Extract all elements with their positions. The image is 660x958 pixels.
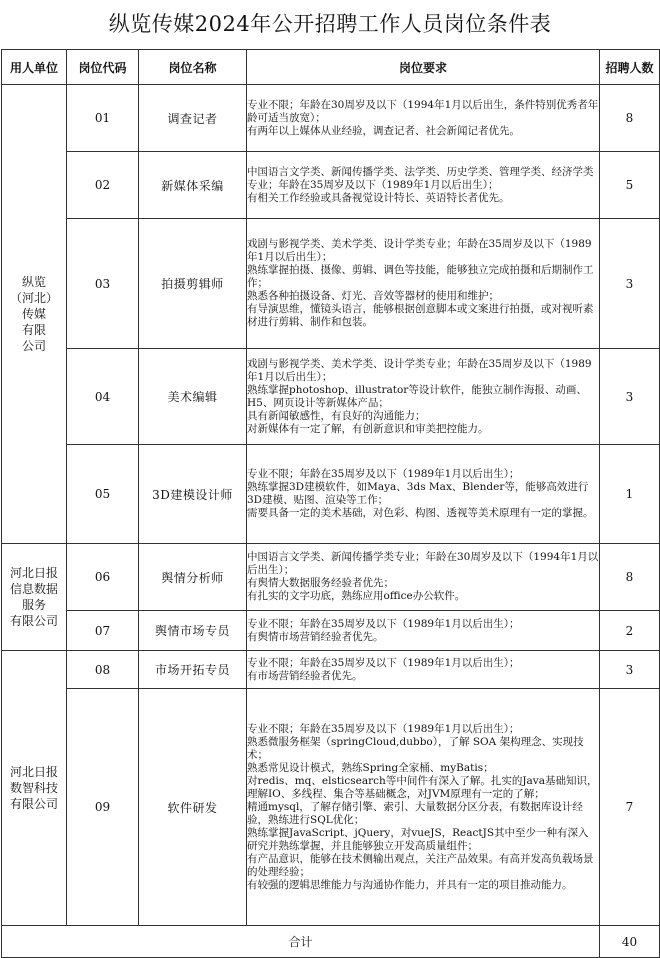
- name-cell: 舆情分析师: [139, 544, 247, 611]
- count-cell: 3: [600, 651, 660, 689]
- name-cell: 3D建模设计师: [139, 445, 247, 544]
- code-cell: 01: [67, 85, 139, 152]
- table-row: [2, 689, 660, 926]
- header-requirements: 岗位要求: [247, 50, 600, 85]
- table-row: [2, 651, 660, 689]
- name-cell: 软件研发: [139, 689, 247, 926]
- table-row: [2, 611, 660, 651]
- code-cell: 08: [67, 651, 139, 689]
- requirements-text: 专业不限；年龄在35周岁及以下（1989年1月以后出生）； 有市场营销经验者优先。: [247, 656, 520, 682]
- requirements-text: 专业不限；年龄在35周岁及以下（1989年1月以后出生）； 有舆情市场营销经验者优先。: [247, 617, 520, 643]
- requirements-cell: [247, 611, 600, 651]
- code-cell: 06: [67, 544, 139, 611]
- requirements-text: 专业不限；年龄在35周岁及以下（1989年1月以后出生）； 熟悉微服务框架（springCloud,dubbo），了解 SOA 架构理念、实现技术； 熟悉常见设计模式，熟练Spring全家桶、myBatis； 对redis、mq、elsticsearch等中间件有深入了解。扎实的Java基础知识，理解IO、多线程、集合等基础概念，对JVM原理有一定的了解； 精通mysql，了解存储引擎、索引、大量数据分区分表，有数据库设计经验，熟练进行SQL优化； 熟练掌握JavaScript、jQuery，对vueJS，ReactJS其中至少一种有深入研究并熟练掌握，并且能够独立开发高质量组件； 有产品意识，能够在技术侧输出观点，关注产品效果。有高并发高负载场景的处理经验； 有较强的逻辑思维能力与沟通协作能力，并具有一定的项目推动能力。: [247, 722, 598, 891]
- requirements-cell: [247, 651, 600, 689]
- requirements-cell: [247, 219, 600, 349]
- page-title: 纵览传媒2024年公开招聘工作人员岗位条件表: [108, 12, 552, 36]
- requirements-text: 中国语言文学类、新闻传播学类、法学类、历史学类、管理学类、经济学类专业；年龄在35周岁及以下（1989年1月以后出生）； 有相关工作经验或具备视觉设计特长、英语特长者优先。: [247, 165, 594, 204]
- table-row: [2, 445, 660, 544]
- code-cell: 04: [67, 349, 139, 445]
- header-count: 招聘人数: [600, 50, 660, 85]
- header-unit: 用人单位: [2, 50, 67, 85]
- table-row: [2, 349, 660, 445]
- unit-cell: [2, 651, 67, 926]
- unit-cell: [2, 544, 67, 651]
- count-cell: 3: [600, 219, 660, 349]
- requirements-text: 戏剧与影视学类、美术学类、设计学类专业；年龄在35周岁及以下（1989年1月以后出生）； 熟练掌握拍摄、摄像、剪辑、调色等技能，能够独立完成拍摄和后期制作工作； 熟悉各种拍摄设备、灯光、音效等器材的使用和维护； 有导演思维，懂镜头语言，能够根据创意脚本或文案进行拍摄，或对视听素材进行剪辑、制作和包装。: [247, 238, 594, 328]
- unit-name: 河北日报 信息数据 服务 有限公司: [9, 566, 58, 628]
- name-cell: 拍摄剪辑师: [139, 219, 247, 349]
- requirements-cell: [247, 152, 600, 219]
- code-cell: 03: [67, 219, 139, 349]
- count-cell: 1: [600, 445, 660, 544]
- name-cell: 新媒体采编: [139, 152, 247, 219]
- header-row: [2, 50, 660, 85]
- requirements-cell: [247, 544, 600, 611]
- name-cell: 市场开拓专员: [139, 651, 247, 689]
- header-code: 岗位代码: [67, 50, 139, 85]
- requirements-text: 专业不限；年龄在30周岁及以下（1994年1月以后出生，条件特别优秀者年龄可适当放宽）； 有两年以上媒体从业经验，调查记者、社会新闻记者优先。: [247, 98, 599, 137]
- code-cell: 07: [67, 611, 139, 651]
- code-cell: 09: [67, 689, 139, 926]
- count-cell: 8: [600, 85, 660, 152]
- count-cell: 7: [600, 689, 660, 926]
- count-cell: 5: [600, 152, 660, 219]
- code-cell: 02: [67, 152, 139, 219]
- table-row: [2, 85, 660, 152]
- requirements-cell: [247, 85, 600, 152]
- position-table: [1, 49, 660, 958]
- count-cell: 3: [600, 349, 660, 445]
- unit-name: 纵览 （河北） 传媒 有限 公司: [9, 275, 58, 353]
- header-name: 岗位名称: [139, 50, 247, 85]
- name-cell: 调查记者: [139, 85, 247, 152]
- count-cell: 2: [600, 611, 660, 651]
- total-label: 合计: [2, 926, 600, 958]
- table-row: [2, 544, 660, 611]
- unit-name: 河北日报 数智科技 有限公司: [9, 765, 58, 811]
- total-value: 40: [600, 926, 660, 958]
- requirements-text: 戏剧与影视学类、美术学类、设计学类专业；年龄在35周岁及以下（1989年1月以后出生）； 熟练掌握photoshop、illustrator等设计软件，能独立制作海报、动画、H5、网页设计等新媒体产品； 具有新闻敏感性，有良好的沟通能力； 对新媒体有一定了解，有创新意识和审美把控能力。: [247, 357, 592, 435]
- total-row: [2, 926, 660, 958]
- requirements-text: 专业不限；年龄在35周岁及以下（1989年1月以后出生）； 熟练掌握3D建模软件，如Maya、3ds Max、Blender等，能够高效进行3D建模、贴图、渲染等工作； 需要具备一定的美术基础，对色彩、构图、透视等美术原理有一定的掌握。: [247, 468, 594, 519]
- name-cell: 美术编辑: [139, 349, 247, 445]
- requirements-cell: [247, 349, 600, 445]
- unit-cell: [2, 85, 67, 544]
- requirements-text: 中国语言文学类、新闻传播学类专业；年龄在30周岁及以下（1994年1月以后出生）； 有舆情大数据服务经验者优先； 有扎实的文字功底，熟练应用office办公软件。: [247, 551, 599, 602]
- name-cell: 舆情市场专员: [139, 611, 247, 651]
- code-cell: 05: [67, 445, 139, 544]
- table-row: [2, 152, 660, 219]
- requirements-cell: [247, 445, 600, 544]
- table-row: [2, 219, 660, 349]
- count-cell: 8: [600, 544, 660, 611]
- requirements-cell: [247, 689, 600, 926]
